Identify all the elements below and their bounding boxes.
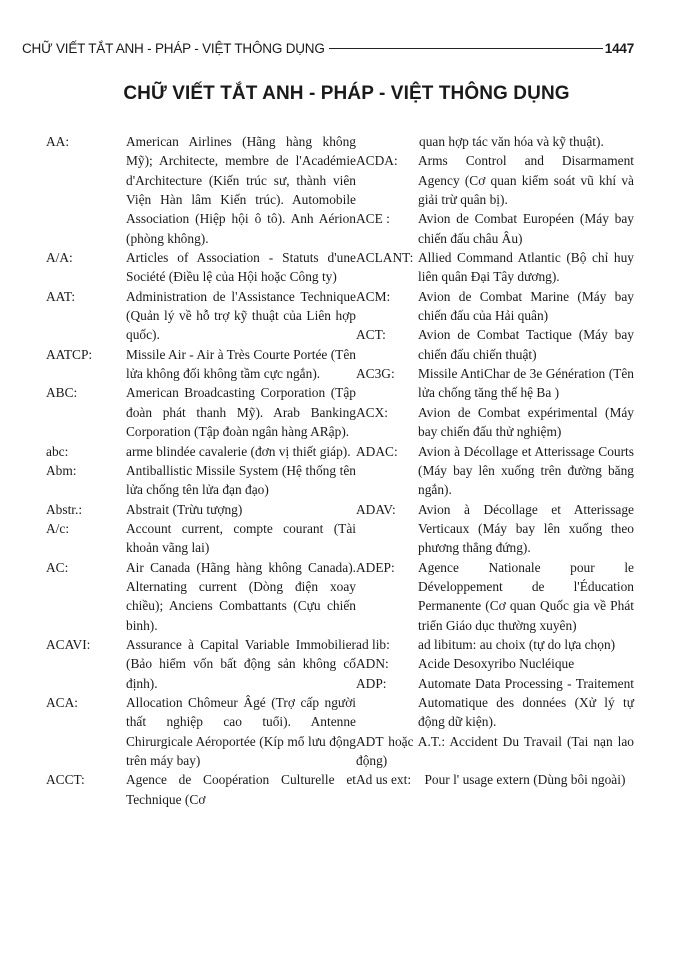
entry-definition: Antiballistic Missile System (Hệ thống tên lửa chống tên lửa đạn đạo) <box>126 462 356 498</box>
entry-abbr: ACT: <box>356 327 386 343</box>
entry-abm <box>46 461 356 500</box>
chapter-title: CHỮ VIẾT TẮT ANH - PHÁP - VIỆT THÔNG DỤNG <box>123 83 570 104</box>
entry-abbr: ADAC: <box>356 443 398 459</box>
entry-ac3g <box>356 364 634 403</box>
entry-ac <box>46 558 356 635</box>
entry-aca <box>46 693 356 770</box>
entry-definition: Air Canada (Hãng hàng không Canada). Alternating current (Dòng điện xoay chiều); Anciens Combattants (Cựu chiến binh). <box>126 559 356 633</box>
entry-definition: Acide Desoxyribo Nucléique <box>418 656 575 672</box>
entry-abbr: Ad us ext: <box>356 772 412 788</box>
entry-adp <box>356 674 634 732</box>
entry-abbr: ACCT: <box>46 772 85 788</box>
entry-abbr: AC: <box>46 559 69 575</box>
entry-abbr: ACDA: <box>356 153 398 169</box>
entry-acavi <box>46 635 356 693</box>
entry-definition: Missile AntiChar de 3e Génération (Tên lửa chống tăng thế hệ Ba ) <box>418 366 634 401</box>
entry-abbr: ADN: <box>356 656 389 672</box>
entry-definition: Accident Du Travail (Tai nạn lao động) <box>356 733 635 768</box>
entry-aatcp <box>46 345 356 384</box>
header-rule <box>329 48 603 49</box>
entry-adav <box>356 500 634 558</box>
entry-abbr: ADAV: <box>356 501 396 517</box>
entry-abbr: Abstr.: <box>46 501 83 517</box>
entry-definition: Assurance à Capital Variable Immobilier (Bảo hiểm vốn bất động sản không cố định). <box>126 636 356 691</box>
entry-definition: Avion de Combat Marine (Máy bay chiến đấu của Hải quân) <box>418 288 634 324</box>
entry-abc-lower <box>46 442 356 461</box>
entry-adn <box>356 654 634 673</box>
entry-a-a <box>46 248 356 287</box>
entry-abbr: AA: <box>46 134 70 149</box>
entry-definition: Arms Control and Disarmament Agency (Cơ quan kiểm soát vũ khí và giải trừ quân bị). <box>418 153 634 208</box>
entry-adep <box>356 558 634 635</box>
entry-abbr: ADP: <box>356 675 387 691</box>
entry-definition: Avion de Combat expérimental (Máy bay chiến đấu thử nghiệm) <box>418 404 634 440</box>
entry-definition: Avion de Combat Européen (Máy bay chiến đấu châu Âu) <box>418 211 634 246</box>
entry-aa <box>46 132 356 248</box>
entry-abstr <box>46 500 356 519</box>
entry-definition: Avion à Décollage et Atterissage Courts (Máy bay lên xuống trên đường băng ngắn). <box>418 443 634 498</box>
entry-definition: Avion à Décollage et Atterissage Verticaux (Máy bay lên xuống theo phương thẳng đứng). <box>418 501 634 556</box>
entry-abbr: ABC: <box>46 385 78 401</box>
entry-adac <box>356 442 634 500</box>
page-number: 1447 <box>604 40 634 56</box>
entry-adt <box>356 732 634 771</box>
entry-abbr: AATCP: <box>46 346 93 362</box>
entry-definition: American Airlines (Hãng hàng không Mỹ); Architecte, membre de l'Académie d'Architecture (Kiến trúc sư, thành viên Viện Hàn lâm Kiến trúc). Automobile Association (Hiệp hội ô tô). Anh Aérion (phòng không). <box>126 134 356 246</box>
entry-acx <box>356 403 634 442</box>
entry-definition: Allied Command Atlantic (Bộ chỉ huy liên quân Đại Tây dương). <box>418 250 634 285</box>
entry-acda <box>356 151 634 209</box>
entry-aat <box>46 287 356 345</box>
entry-aclant <box>356 248 634 287</box>
entry-ace <box>356 209 634 248</box>
entry-abbr: ACAVI: <box>46 636 91 652</box>
entry-abbr: AAT: <box>46 288 76 304</box>
entry-abbr: ACA: <box>46 694 78 710</box>
entry-abbr: ACX: <box>356 404 388 420</box>
entry-abbr: ACM: <box>356 288 391 304</box>
entry-definition: arme blindée cavalerie (đơn vị thiết giáp). <box>126 443 351 459</box>
entry-definition: Avion de Combat Tactique (Máy bay chiến đấu chiến thuật) <box>418 327 634 362</box>
entry-definition: Allocation Chômeur Âgé (Trợ cấp người thất nghiệp cao tuổi). Antenne Chirurgicale Aéroportée (Kíp mổ lưu động trên máy bay) <box>126 694 356 768</box>
entry-a-c <box>46 519 356 558</box>
entry-abc <box>46 383 356 441</box>
entry-acct <box>46 770 356 809</box>
entry-abbr: A/c: <box>46 520 70 536</box>
entry-acct-continued <box>356 132 634 151</box>
entry-abbr: ADEP: <box>356 559 395 575</box>
entry-definition: American Broadcasting Corporation (Tập đoàn phát thanh Mỹ). Arab Banking Corporation (Tập đoàn ngân hàng ARập). <box>126 385 356 440</box>
entry-definition: ad libitum: au choix (tự do lựa chọn) <box>418 636 616 652</box>
entry-definition: Account current, compte courant (Tài khoản vãng lai) <box>126 520 356 556</box>
entry-abbr: ad lib: <box>356 636 390 652</box>
entry-acm <box>356 287 634 326</box>
entry-abbr: ACLANT: <box>356 250 414 266</box>
entry-ad-lib <box>356 635 634 654</box>
entry-definition: Abstrait (Trừu tượng) <box>126 501 243 517</box>
entry-definition: Agence Nationale pour le Développement de l'Éducation Permanente (Cơ quan Quốc gia về Phát triển Giáo dục thường xuyên) <box>418 559 634 633</box>
entry-definition: Administration de l'Assistance Technique (Quản lý về hỗ trợ kỹ thuật của Liên hợp quốc). <box>126 288 356 343</box>
entry-definition: Articles of Association - Statuts d'une Société (Điều lệ của Hội hoặc Công ty) <box>126 250 356 285</box>
entry-definition: Pour l' usage extern (Dùng bôi ngoài) <box>424 772 626 788</box>
left-column <box>46 132 356 809</box>
entry-definition: Missile Air - Air à Très Courte Portée (Tên lửa không đối không tầm cực ngắn). <box>126 346 356 382</box>
entry-definition: quan hợp tác văn hóa và kỹ thuật). <box>419 134 604 149</box>
entry-abbr: AC3G: <box>356 366 395 382</box>
entry-abbr: ADT hoặc A.T.: <box>356 733 446 749</box>
entry-abbr: A/A: <box>46 250 73 266</box>
entry-definition: Agence de Coopération Culturelle et Technique (Cơ <box>126 772 356 807</box>
entry-abbr: Abm: <box>46 462 77 478</box>
entry-act <box>356 325 634 364</box>
running-title: CHỮ VIẾT TẮT ANH - PHÁP - VIỆT THÔNG DỤNG <box>22 40 325 56</box>
right-column <box>356 132 634 790</box>
entry-definition: Automate Data Processing - Traitement Automatique des données (Xử lý tự động dữ kiện). <box>418 675 634 730</box>
entry-abbr: ACE : <box>356 211 390 227</box>
running-head <box>22 37 634 59</box>
entry-abbr: abc: <box>46 443 69 459</box>
entry-ad-us-ext <box>356 770 634 789</box>
